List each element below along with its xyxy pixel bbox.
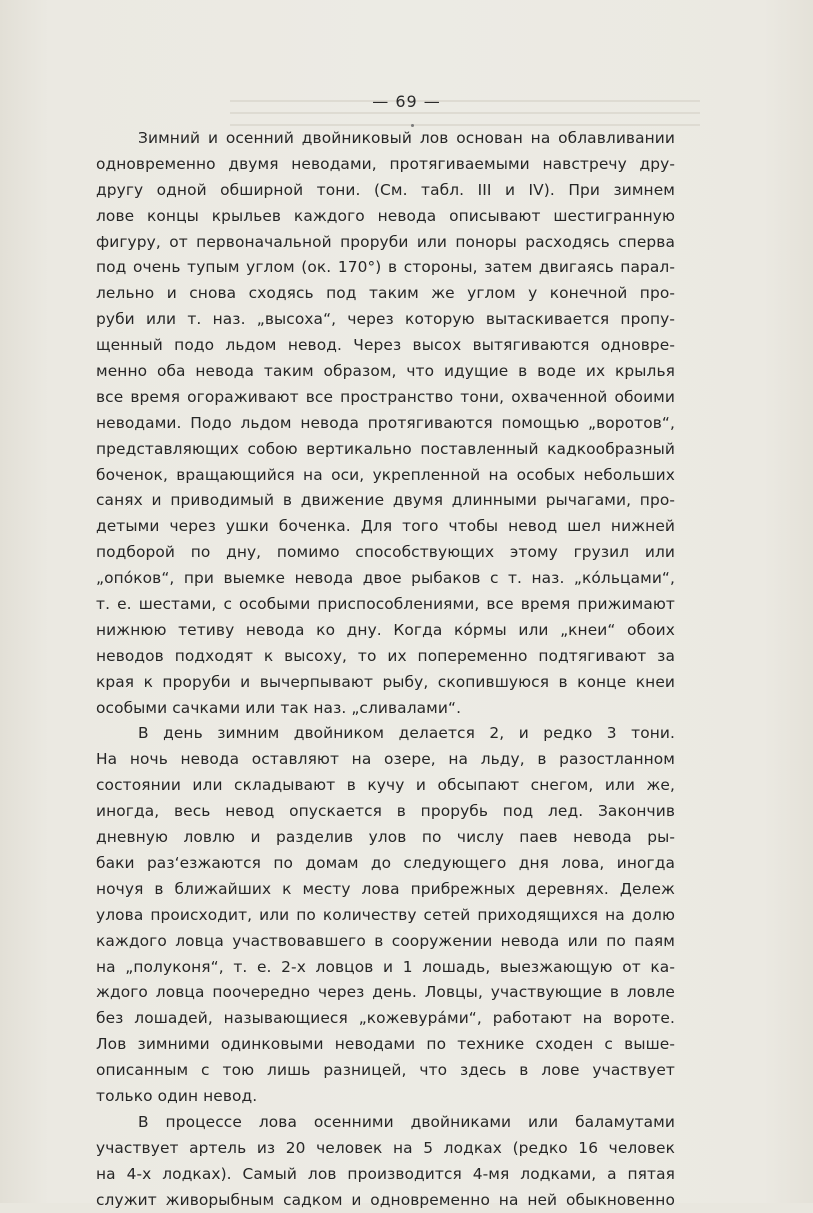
text-line: Зимний и осенний двойниковый лов основан на облавливании: [138, 129, 675, 147]
text-line: улова происходит, или по количеству сетей приходящихся на долю: [96, 905, 675, 924]
text-line: неводов подходят к высоху, то их попеременно подтягивают за: [96, 646, 675, 665]
text-line: щенный подо льдом невод. Через высох вытягиваются одновре-: [96, 336, 675, 355]
text-line: неводами. Подо льдом невода протягиваются помощью „воротов“,: [96, 413, 675, 432]
text-line: фигуру, от первоначальной проруби или поноры расходясь сперва: [96, 232, 675, 251]
text-line: ждого ловца поочередно через день. Ловцы, участвующие в ловле: [96, 983, 675, 1002]
text-line: другу одной обширной тони. (См. табл. III и IV). При зимнем: [96, 180, 675, 199]
text-line: ночуя в ближайших к месту лова прибрежных деревнях. Дележ: [96, 879, 675, 898]
text-line: на 4-х лодках). Самый лов производится 4-мя лодками, а пятая: [96, 1164, 675, 1183]
text-line: участвует артель из 20 человек на 5 лодках (редко 16 человек: [96, 1138, 675, 1157]
text-line: лельно и снова сходясь под таким же углом у конечной про-: [96, 284, 675, 303]
text-line: Лов зимними одинковыми неводами по технике сходен с выше-: [96, 1035, 675, 1054]
body-text: [96, 126, 675, 1213]
text-line: иногда, весь невод опускается в прорубь под лед. Закончив: [96, 802, 675, 821]
text-line: В день зимним двойником делается 2, и редко 3 тони.: [138, 724, 675, 743]
text-line: все время огораживают все пространство тони, охваченной обоими: [96, 387, 675, 406]
text-line: На ночь невода оставляют на озере, на льду, в разостланном: [96, 750, 675, 769]
text-line: одновременно двумя неводами, протягиваемыми навстречу дру-: [96, 154, 675, 173]
text-line: детыми через ушки боченка. Для того чтобы невод шел нижней: [96, 517, 675, 536]
text-line: „опо́ков“, при выемке невода двое рыбаков с т. наз. „ко́льцами“,: [96, 569, 675, 588]
text-line: В процессе лова осенними двойниками или баламутами: [138, 1112, 675, 1131]
text-line: описанным с тою лишь разницей, что здесь в лове участвует: [96, 1061, 675, 1080]
text-line: менно оба невода таким образом, что идущие в воде их крылья: [96, 362, 675, 381]
text-line: представляющих собою вертикально поставленный кадкообразный: [96, 439, 675, 458]
page-number: — 69 —: [372, 92, 441, 111]
text-line: под очень тупым углом (ок. 170°) в стороны, затем двигаясь парал-: [96, 258, 675, 277]
text-line: баки раз‘езжаются по домам до следующего дня лова, иногда: [96, 853, 675, 872]
text-line: края к проруби и вычерпывают рыбу, скопившуюся в конце кнеи: [96, 672, 675, 691]
text-line: санях и приводимый в движение двумя длинными рычагами, про-: [96, 491, 675, 510]
text-line: подборой по дну, помимо способствующих этому грузил или: [96, 543, 675, 562]
text-line: только один невод.: [96, 1086, 258, 1105]
text-line: служит живорыбным садком и одновременно на ней обыкновенно: [96, 1190, 675, 1209]
text-line: лове концы крыльев каждого невода описывают шестигранную: [96, 206, 675, 225]
text-line: руби или т. наз. „высоха“, через которую вытаскивается пропу-: [96, 310, 675, 329]
text-line: боченок, вращающийся на оси, укрепленной на особых небольших: [96, 465, 675, 484]
text-line: дневную ловлю и разделив улов по числу паев невода ры-: [96, 828, 675, 847]
text-line: нижнюю тетиву невода ко дну. Когда ко́рмы или „кнеи“ обоих: [96, 620, 675, 639]
text-line: особыми сачками или так наз. „сливалами“.: [96, 698, 462, 717]
text-line: состоянии или складывают в кучу и обсыпают снегом, или же,: [96, 776, 675, 795]
text-line: каждого ловца участвовавшего в сооружении невода или по паям: [96, 931, 675, 950]
bleed-line: [230, 112, 700, 114]
text-line: без лошадей, называющиеся „кожевура́ми“, работают на вороте.: [96, 1009, 675, 1028]
text-line: на „полуконя“, т. е. 2-х ловцов и 1 лошадь, выезжающую от ка-: [96, 957, 675, 976]
text-line: т. е. шестами, с особыми приспособлениями, все время прижимают: [96, 595, 675, 614]
